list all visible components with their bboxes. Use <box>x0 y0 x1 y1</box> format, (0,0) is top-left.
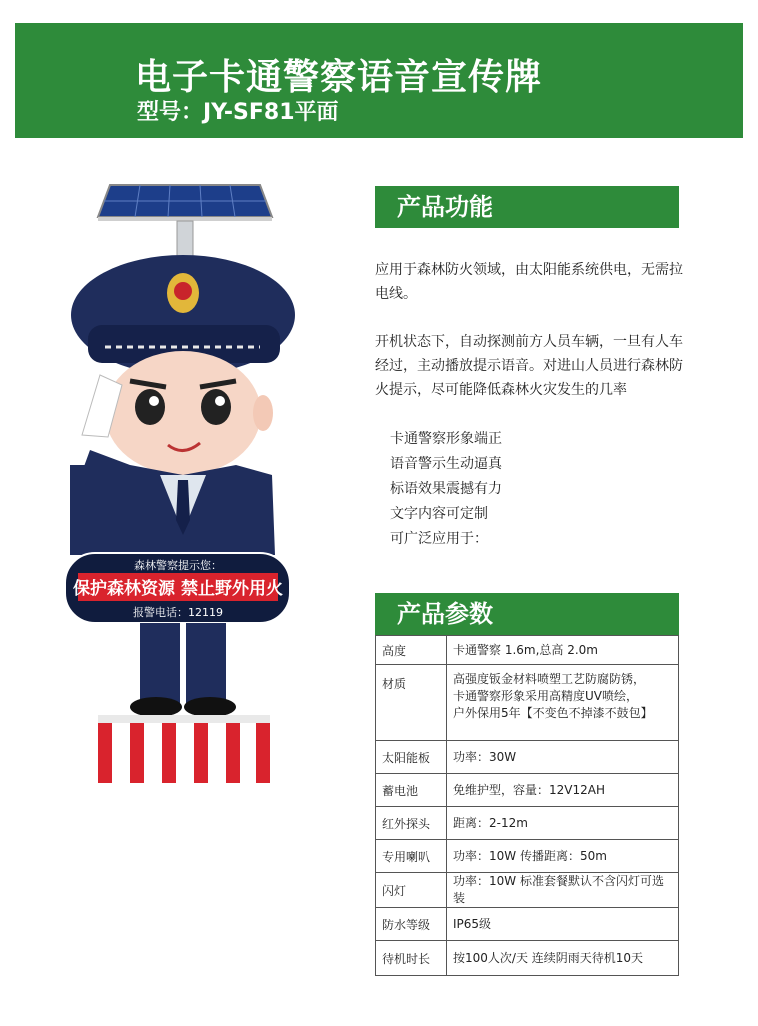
table-row <box>376 774 679 807</box>
cartoon-police-illustration <box>60 175 320 795</box>
param-key: 蓄电池 <box>376 774 447 807</box>
param-value: 功率：10W 标准套餐默认不含闪灯可选装 <box>447 873 679 908</box>
table-row <box>376 741 679 774</box>
params-heading: 产品参数 <box>375 593 679 635</box>
param-key: 防水等级 <box>376 908 447 941</box>
param-value-line: 卡通警察形象采用高精度UV喷绘， <box>453 689 638 703</box>
param-value-line: 户外保用5年【不变色不掉漆不鼓包】 <box>453 706 653 720</box>
sign-phone-text: 报警电话：12119 <box>133 606 223 619</box>
table-row <box>376 840 679 873</box>
features-heading: 产品功能 <box>375 186 679 228</box>
table-row <box>376 873 679 908</box>
police-face <box>93 351 273 475</box>
title-banner <box>15 23 743 138</box>
table-row <box>376 908 679 941</box>
param-value: 免维护型，容量：12V12AH <box>447 774 679 807</box>
param-key: 材质 <box>376 665 447 741</box>
sign-main-text: 保护森林资源 禁止野外用火 <box>73 579 283 599</box>
list-item: 标语效果震撼有力 <box>390 481 502 497</box>
param-value: 卡通警察 1.6m,总高 2.0m <box>447 636 679 665</box>
table-row <box>376 941 679 976</box>
list-item: 卡通警察形象端正 <box>390 431 502 447</box>
solar-panel-icon <box>98 185 272 265</box>
list-item: 语音警示生动逼真 <box>390 456 502 472</box>
params-table <box>375 635 679 976</box>
param-key: 太阳能板 <box>376 741 447 774</box>
param-value: 功率：30W <box>447 741 679 774</box>
param-key: 红外探头 <box>376 807 447 840</box>
warning-sign <box>65 553 290 623</box>
list-item: 文字内容可定制 <box>390 506 488 522</box>
sign-top-text: 森林警察提示您： <box>134 559 222 572</box>
model-number: 型号：JY-SF81平面 <box>137 100 339 125</box>
param-value: 功率：10W 传播距离：50m <box>447 840 679 873</box>
features-paragraph-2: 开机状态下，自动探测前方人员车辆，一旦有人车经过，主动播放提示语音。对进山人员进行森林防火提示，尽可能降低森林火灾发生的几率 <box>375 334 683 398</box>
param-value <box>447 665 679 741</box>
table-row <box>376 807 679 840</box>
param-value-line: 高强度钣金材料喷塑工艺防腐防锈， <box>453 672 646 686</box>
param-key: 闪灯 <box>376 873 447 908</box>
list-item: 可广泛应用于： <box>390 531 488 547</box>
param-key: 高度 <box>376 636 447 665</box>
param-key: 待机时长 <box>376 941 447 976</box>
param-value: IP65级 <box>447 908 679 941</box>
param-value: 按100人次/天 连续阴雨天待机10天 <box>447 941 679 976</box>
page-title: 电子卡通警察语音宣传牌 <box>135 57 543 98</box>
features-list <box>390 427 680 552</box>
features-paragraph-1: 应用于森林防火领域，由太阳能系统供电，无需拉电线。 <box>375 262 683 302</box>
param-value: 距离：2-12m <box>447 807 679 840</box>
table-row <box>376 636 679 665</box>
striped-base <box>98 715 270 783</box>
param-key: 专用喇叭 <box>376 840 447 873</box>
table-row <box>376 665 679 741</box>
